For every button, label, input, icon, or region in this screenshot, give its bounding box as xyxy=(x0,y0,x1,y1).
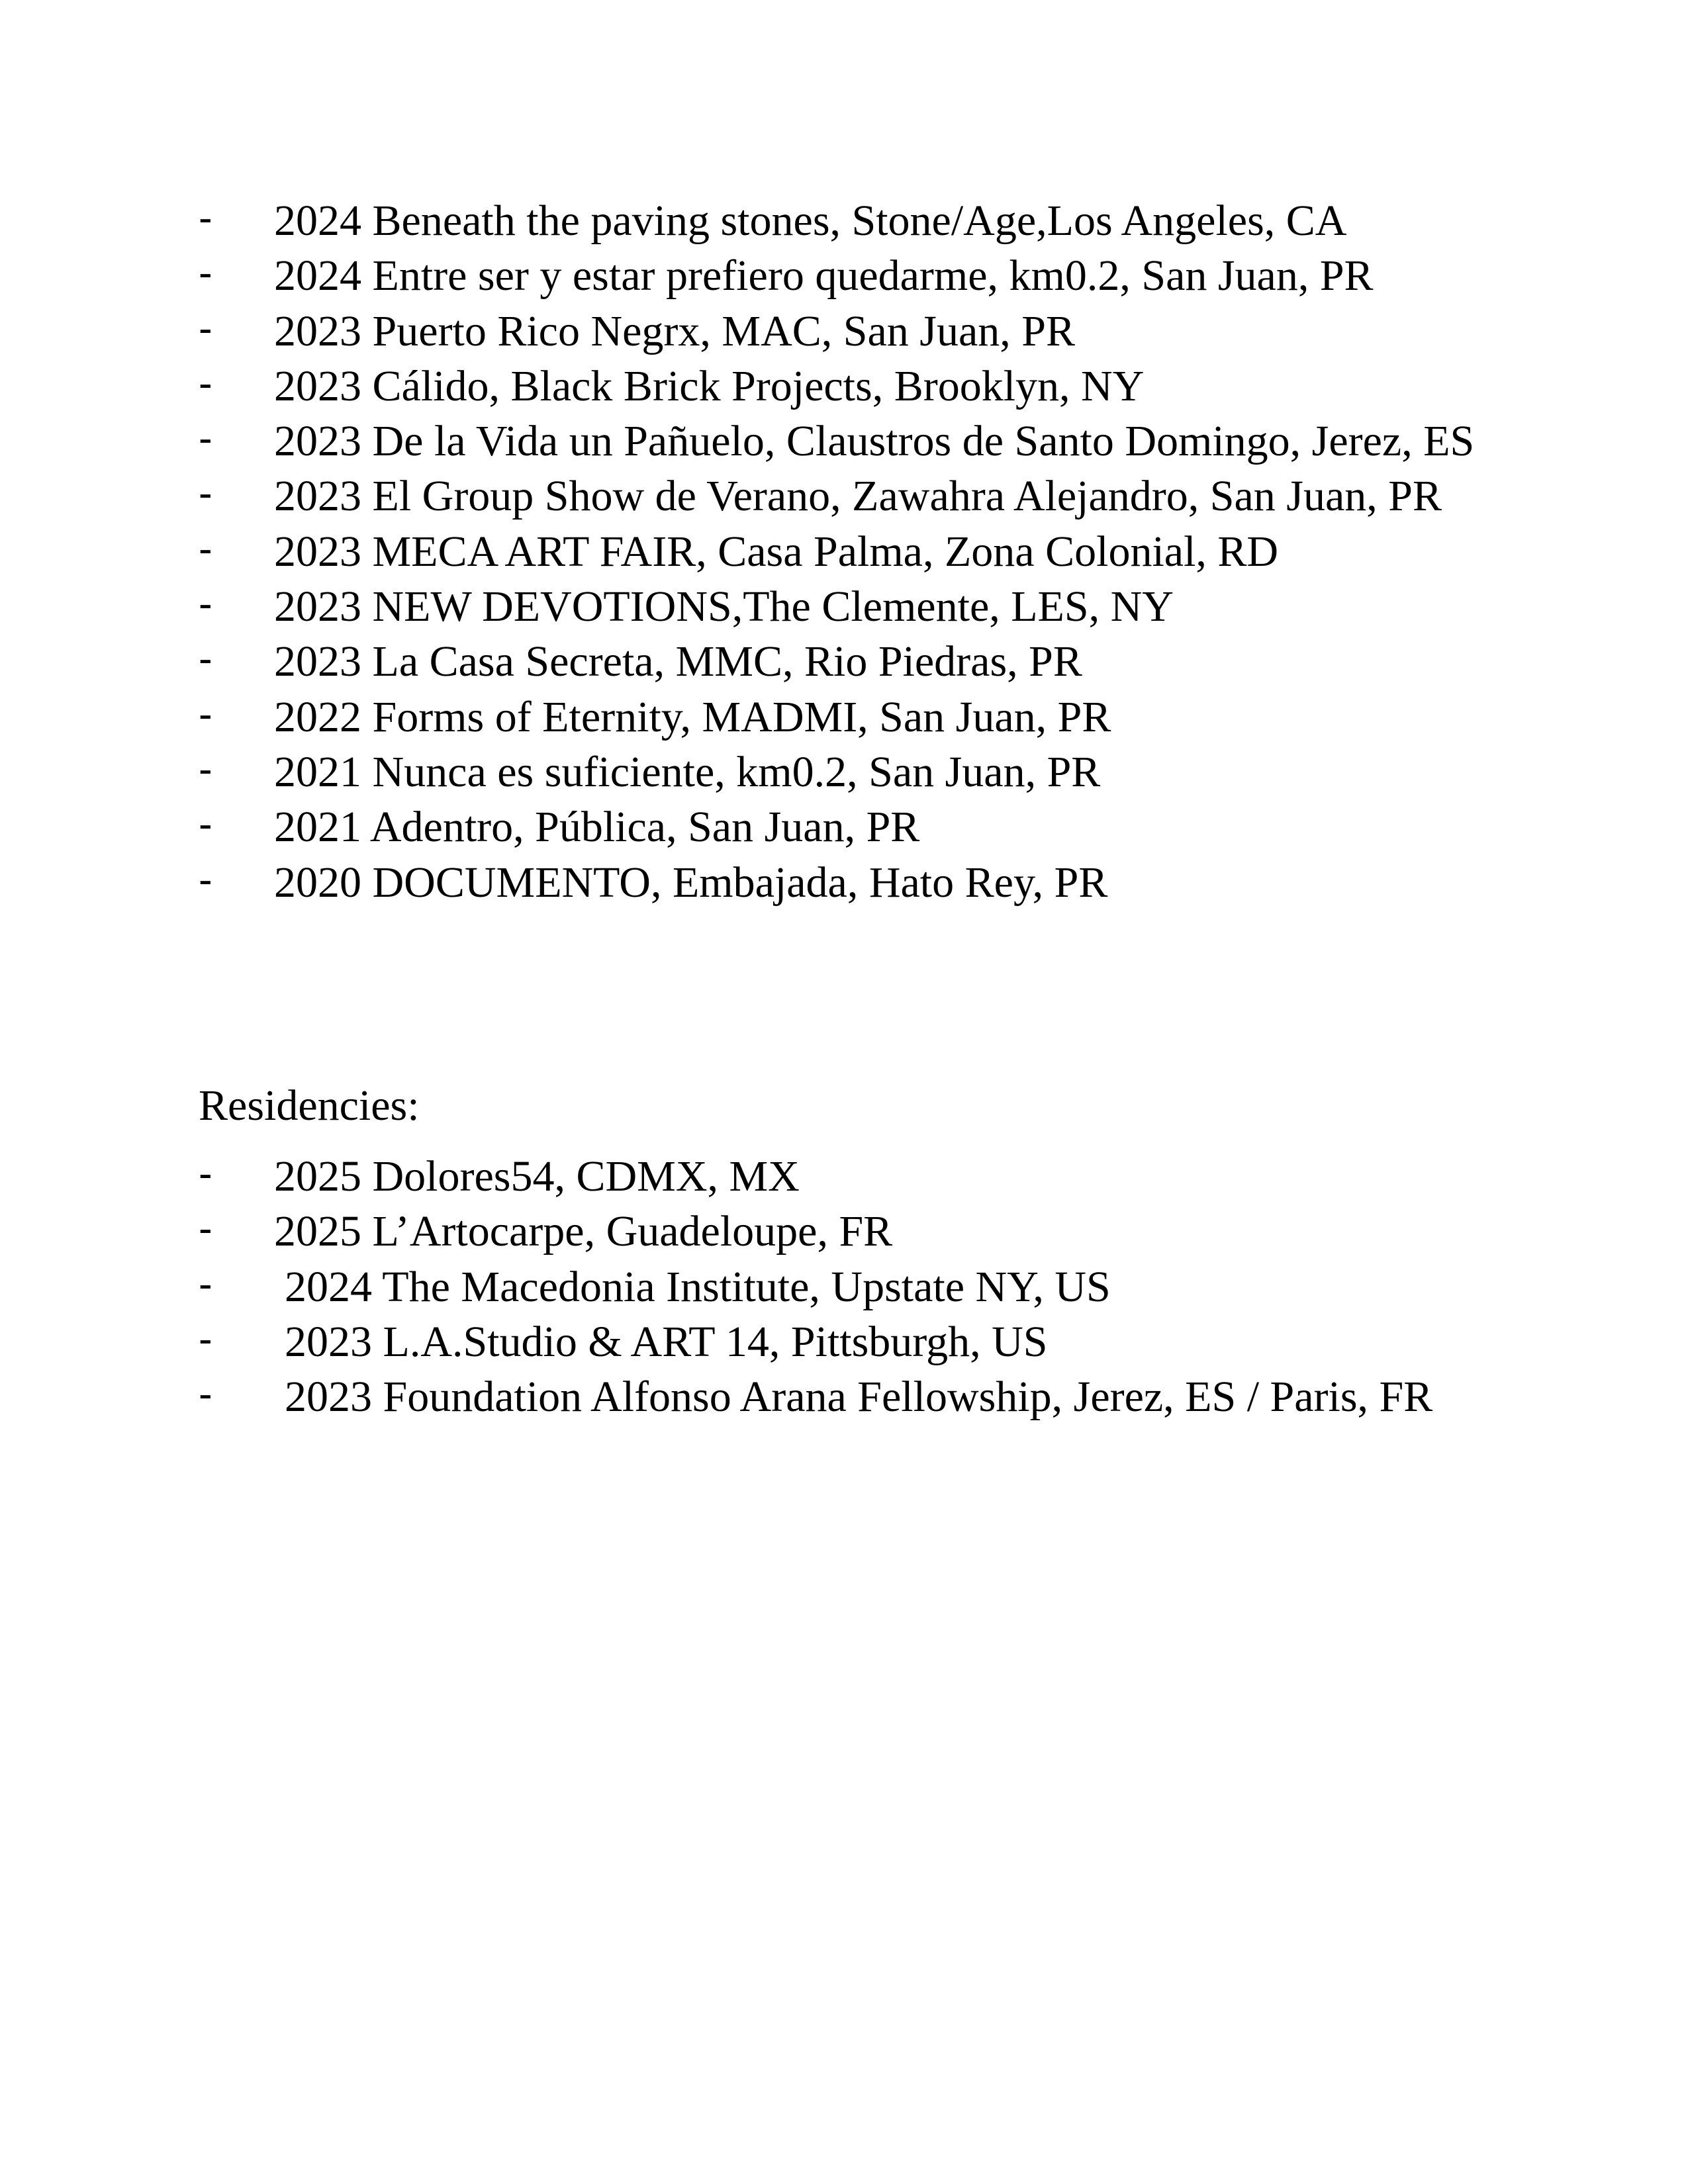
dash-bullet-icon: - xyxy=(199,195,212,241)
dash-bullet-icon: - xyxy=(199,305,212,351)
exhibition-entry: 2024 Entre ser y estar prefiero quedarme, km0.2, San Juan, PR xyxy=(274,251,1374,300)
dash-bullet-icon: - xyxy=(199,1206,212,1252)
list-item xyxy=(199,414,1496,469)
list-item xyxy=(199,469,1496,523)
list-item xyxy=(199,304,1496,359)
exhibition-entry: 2023 NEW DEVOTIONS,The Clemente, LES, NY xyxy=(274,582,1174,631)
exhibition-entry: 2024 Beneath the paving stones, Stone/Age,Los Angeles, CA xyxy=(274,197,1347,245)
dash-bullet-icon: - xyxy=(199,581,212,627)
exhibition-entry: 2023 Cálido, Black Brick Projects, Brooklyn, NY xyxy=(274,361,1145,410)
list-item xyxy=(199,579,1496,634)
exhibition-entry: 2023 El Group Show de Verano, Zawahra Alejandro, San Juan, PR xyxy=(274,472,1442,521)
exhibition-entry: 2023 De la Vida un Pañuelo, Claustros de Santo Domingo, Jerez, ES xyxy=(274,417,1475,466)
list-item xyxy=(199,634,1496,689)
dash-bullet-icon: - xyxy=(199,1371,212,1418)
residency-entry: 2024 The Macedonia Institute, Upstate NY, US xyxy=(285,1262,1111,1311)
exhibition-entry: 2023 MECA ART FAIR, Casa Palma, Zona Colonial, RD xyxy=(274,527,1279,576)
list-item xyxy=(199,1149,1496,1204)
list-item xyxy=(199,690,1496,745)
exhibition-entry: 2020 DOCUMENTO, Embajada, Hato Rey, PR xyxy=(274,858,1108,907)
dash-bullet-icon: - xyxy=(199,1316,212,1362)
list-item xyxy=(199,799,1496,854)
list-item xyxy=(199,745,1496,799)
dash-bullet-icon: - xyxy=(199,250,212,296)
list-item xyxy=(199,193,1496,248)
exhibitions-list xyxy=(199,193,1496,910)
list-item xyxy=(199,1314,1496,1369)
dash-bullet-icon: - xyxy=(199,746,212,792)
list-item xyxy=(199,524,1496,579)
list-item xyxy=(199,359,1496,414)
dash-bullet-icon: - xyxy=(199,801,212,848)
residencies-list xyxy=(199,1149,1496,1424)
list-item xyxy=(199,1369,1496,1424)
dash-bullet-icon: - xyxy=(199,856,212,903)
list-item xyxy=(199,1259,1496,1314)
residency-entry: 2025 L’Artocarpe, Guadeloupe, FR xyxy=(274,1207,893,1256)
dash-bullet-icon: - xyxy=(199,1261,212,1307)
exhibition-entry: 2023 Puerto Rico Negrx, MAC, San Juan, PR xyxy=(274,306,1075,355)
dash-bullet-icon: - xyxy=(199,471,212,517)
exhibition-entry: 2021 Nunca es suficiente, km0.2, San Juan, PR xyxy=(274,747,1101,796)
list-item xyxy=(199,855,1496,910)
residency-entry: 2025 Dolores54, CDMX, MX xyxy=(274,1152,800,1201)
exhibition-entry: 2022 Forms of Eternity, MADMI, San Juan, PR xyxy=(274,692,1111,741)
dash-bullet-icon: - xyxy=(199,636,212,682)
residency-entry: 2023 Foundation Alfonso Arana Fellowship, Jerez, ES / Paris, FR xyxy=(285,1373,1433,1422)
residency-entry: 2023 L.A.Studio & ART 14, Pittsburgh, US xyxy=(285,1317,1048,1366)
list-item xyxy=(199,1204,1496,1259)
dash-bullet-icon: - xyxy=(199,1151,212,1197)
dash-bullet-icon: - xyxy=(199,691,212,737)
exhibition-entry: 2021 Adentro, Pública, San Juan, PR xyxy=(274,803,920,852)
dash-bullet-icon: - xyxy=(199,360,212,406)
exhibition-entry: 2023 La Casa Secreta, MMC, Rio Piedras, PR xyxy=(274,637,1082,686)
residencies-heading: Residencies: xyxy=(199,1081,420,1130)
dash-bullet-icon: - xyxy=(199,416,212,462)
dash-bullet-icon: - xyxy=(199,525,212,572)
list-item xyxy=(199,248,1496,303)
